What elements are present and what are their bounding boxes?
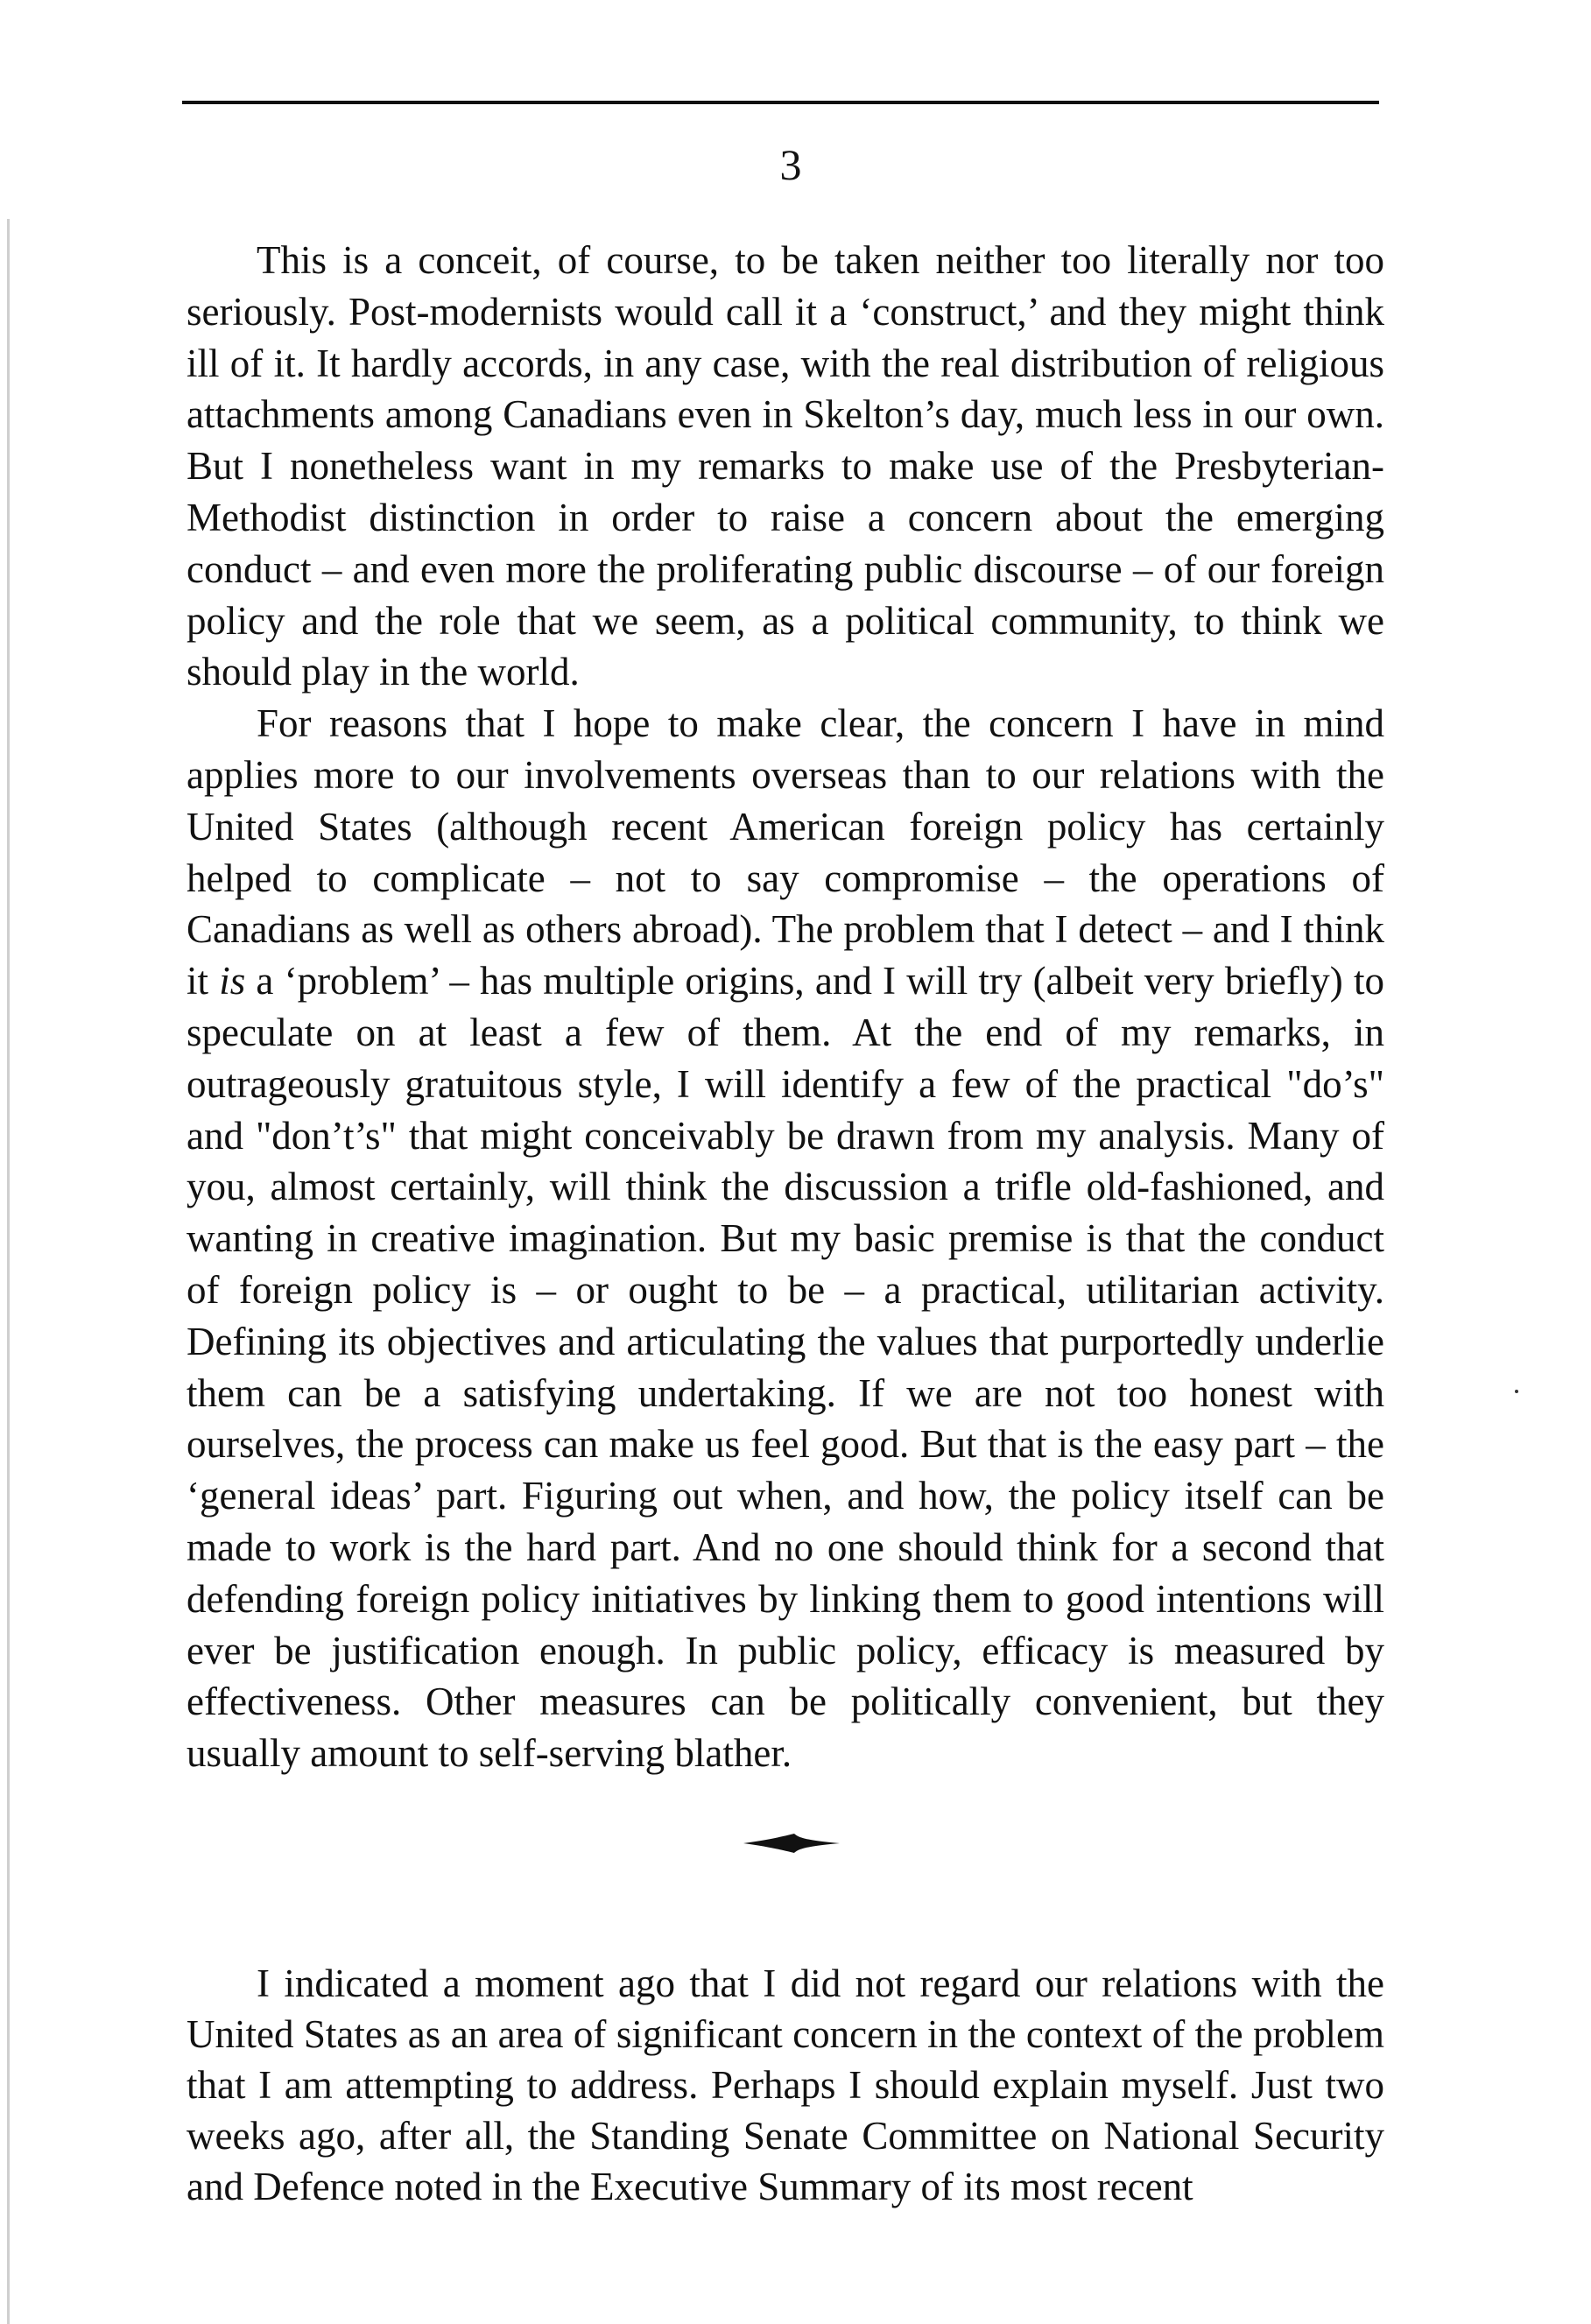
- page-edge-line: [7, 219, 10, 2324]
- italic-text-run: is: [219, 959, 246, 1004]
- body-paragraph: [187, 235, 1384, 698]
- text-run: a ‘problem’ – has multiple origins, and I will try (albeit very briefly) to speculate on at least a few of them. At the end of my remarks, in outrageously gratuitous style, I will identify a few of the practical "do’s" and "don’t’s" that might conceivably be drawn from my analysis. Many of you, almost certainly, will think the discussion a trifle old-fashioned, and wanting in creative imagination. But my basic premise is that the conduct of foreign policy is – or ought to be – a practical, utilitarian activity. Defining its objectives and articulating the values that purportedly underlie them can be a satisfying undertaking. If we are not too honest with ourselves, the process can make us feel good. But that is the easy part – the ‘general ideas’ part. Figuring out when, and how, the policy itself can be made to work is the hard part. And no one should think for a second that defending foreign policy initiatives by linking them to good intentions will ever be justification enough. In public policy, efficacy is measured by effectiveness. Other measures can be politically convenient, but they usually amount to self-serving blather.: [187, 959, 1384, 1776]
- body-paragraph: [187, 698, 1384, 1779]
- text-run: For reasons that I hope to make clear, the concern I have in mind applies more to our involvements overseas than to our relations with the United States (although recent American foreign policy has certainly helped to complicate – not to say compromise – the operations of Canadians as well as others abroad). The problem that I detect – and I think it: [187, 701, 1384, 1004]
- page-number: 3: [779, 140, 802, 189]
- body-paragraph: [187, 1958, 1384, 2212]
- body-section-1: [187, 235, 1384, 1779]
- section-break-ornament-icon: [743, 1834, 840, 1853]
- text-run: This is a conceit, of course, to be taken neither too literally nor too seriously. Post-modernists would call it a ‘construct,’ and they might think ill of it. It hardly accords, in any case, with the real distribution of religious attachments among Canadians even in Skelton’s day, much less in our own. But I nonetheless want in my remarks to make use of the Presbyterian-Methodist distinction in order to raise a concern about the emerging conduct – and even more the proliferating public discourse – of our foreign policy and the role that we seem, as a political community, to think we should play in the world.: [187, 238, 1384, 694]
- scan-speck: [1515, 1390, 1518, 1393]
- header-rule: [182, 101, 1379, 104]
- text-run: I indicated a moment ago that I did not regard our relations with the United States as an area of significant concern in the context of the problem that I am attempting to address. Perhaps I should explain myself. Just two weeks ago, after all, the Standing Senate Committee on National Security and Defence noted in the Executive Summary of its most recent: [187, 1961, 1384, 2208]
- body-section-2: [187, 1958, 1384, 2212]
